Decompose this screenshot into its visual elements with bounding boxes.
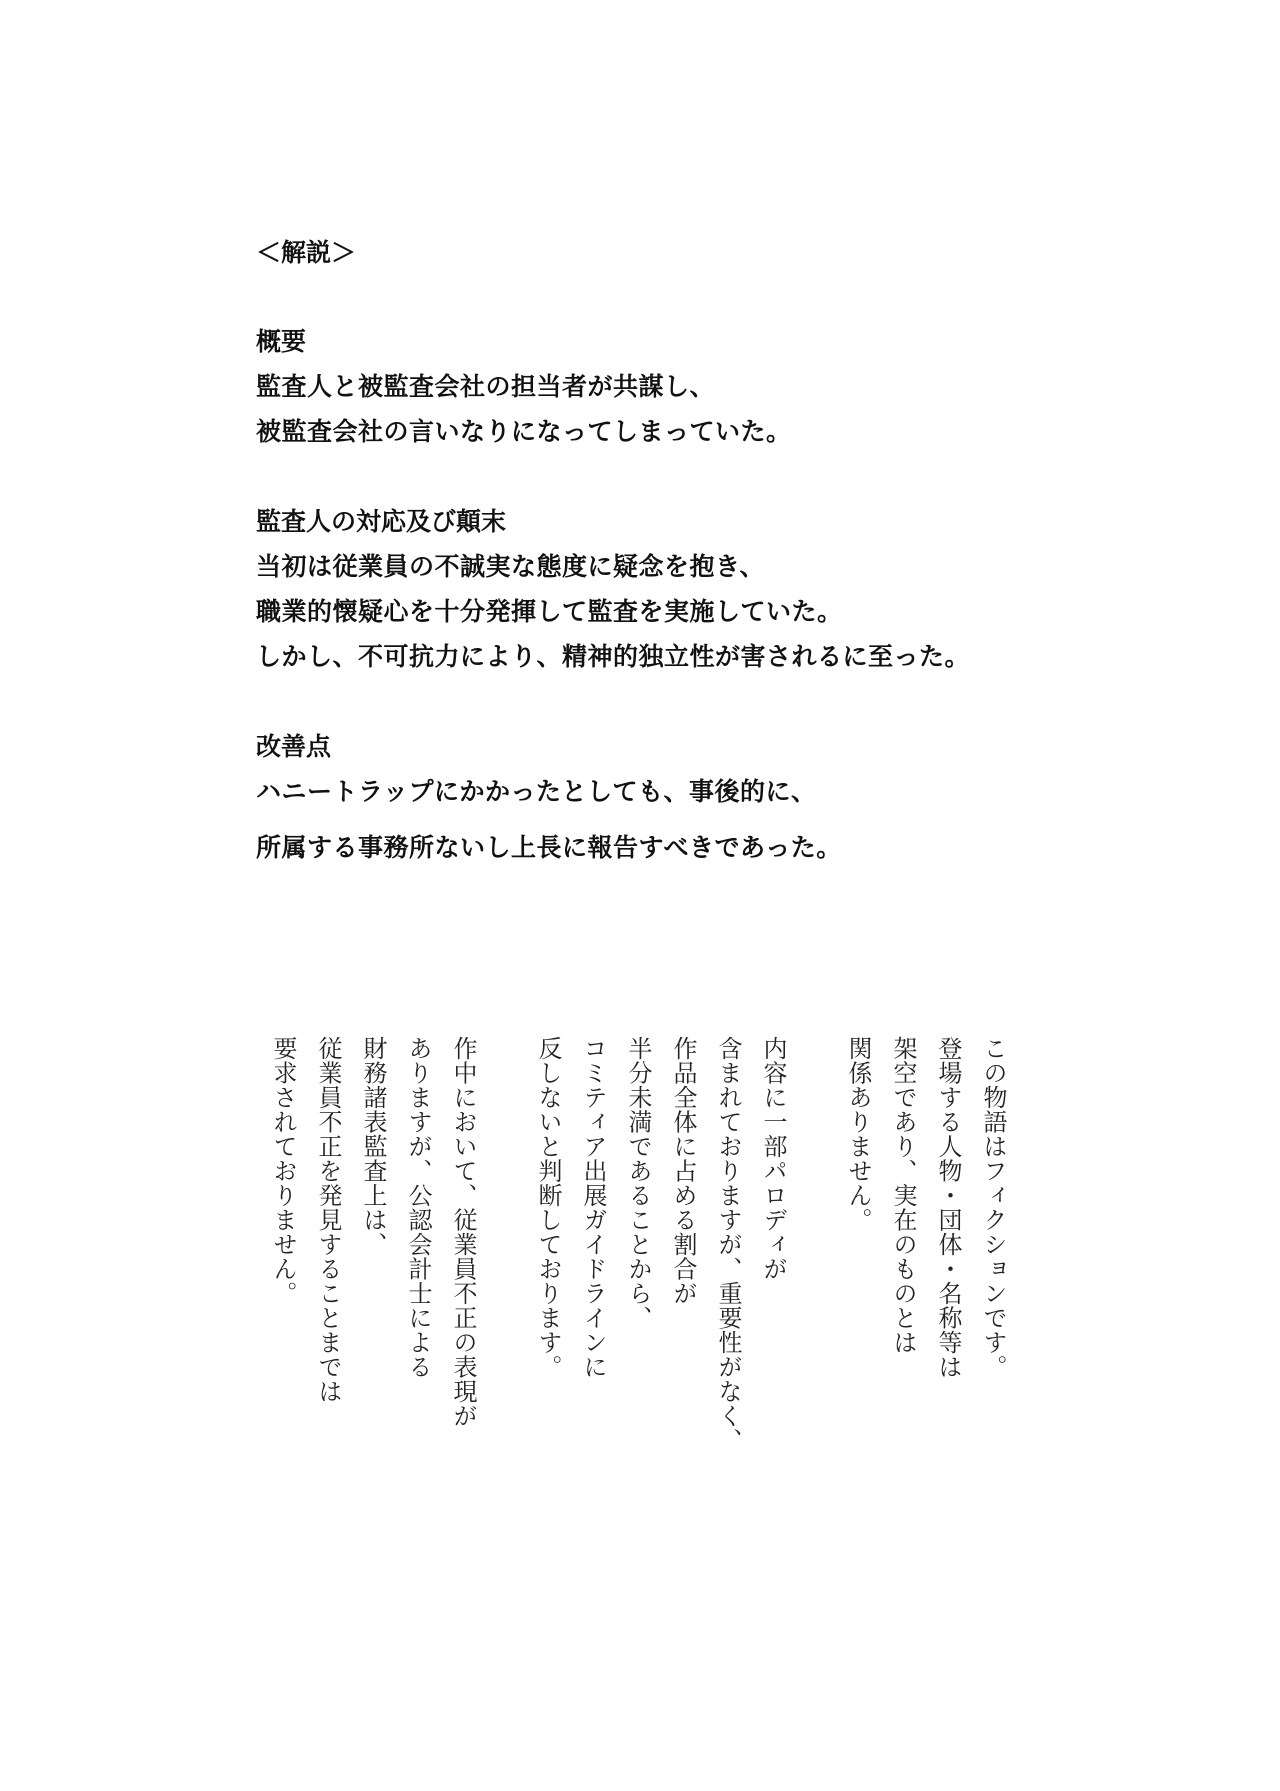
note-column: 従業員不正を発見することまでは: [314, 1036, 342, 1404]
note-column: 架空であり、実在のものとは: [889, 1036, 917, 1355]
response-line: 当初は従業員の不誠実な態度に疑念を抱き、: [256, 552, 766, 581]
overview-line: 被監査会社の言いなりになってしまっていた。: [256, 417, 792, 446]
section-heading-overview: 概要: [256, 327, 307, 356]
note-column: 関係ありません。: [844, 1036, 872, 1232]
improvement-line: 所属する事務所ないし上長に報告すべきであった。: [256, 833, 842, 862]
note-column: コミティア出展ガイドラインに: [579, 1036, 607, 1379]
note-column: 作中において、従業員不正の表現が: [449, 1036, 477, 1428]
note-column: 作品全体に占める割合が: [669, 1036, 697, 1306]
note-column: 含まれておりますが、重要性がなく、: [714, 1036, 742, 1453]
response-line: しかし、不可抗力により、精神的独立性が害されるに至った。: [256, 642, 971, 671]
section-heading-improvement: 改善点: [256, 732, 332, 761]
improvement-line: ハニートラップにかかったとしても、事後的に、: [256, 777, 817, 806]
note-column: 内容に一部パロディが: [759, 1036, 787, 1281]
note-column: ありますが、公認会計士による: [404, 1036, 432, 1379]
note-column: 登場する人物・団体・名称等は: [934, 1036, 962, 1379]
note-column: 財務諸表監査上は、: [359, 1036, 387, 1257]
response-line: 職業的懐疑心を十分発揮して監査を実施していた。: [256, 597, 843, 626]
overview-line: 監査人と被監査会社の担当者が共謀し、: [256, 372, 716, 401]
disclaimer-notes: [260, 1036, 1015, 1453]
note-column: この物語はフィクションです。: [979, 1036, 1007, 1379]
page-title: ＜解説＞: [256, 238, 357, 267]
note-column: 要求されておりません。: [269, 1036, 297, 1306]
note-column: 反しないと判断しております。: [534, 1036, 562, 1379]
section-heading-response: 監査人の対応及び顛末: [256, 507, 507, 536]
note-column: 半分未満であることから、: [624, 1036, 652, 1330]
